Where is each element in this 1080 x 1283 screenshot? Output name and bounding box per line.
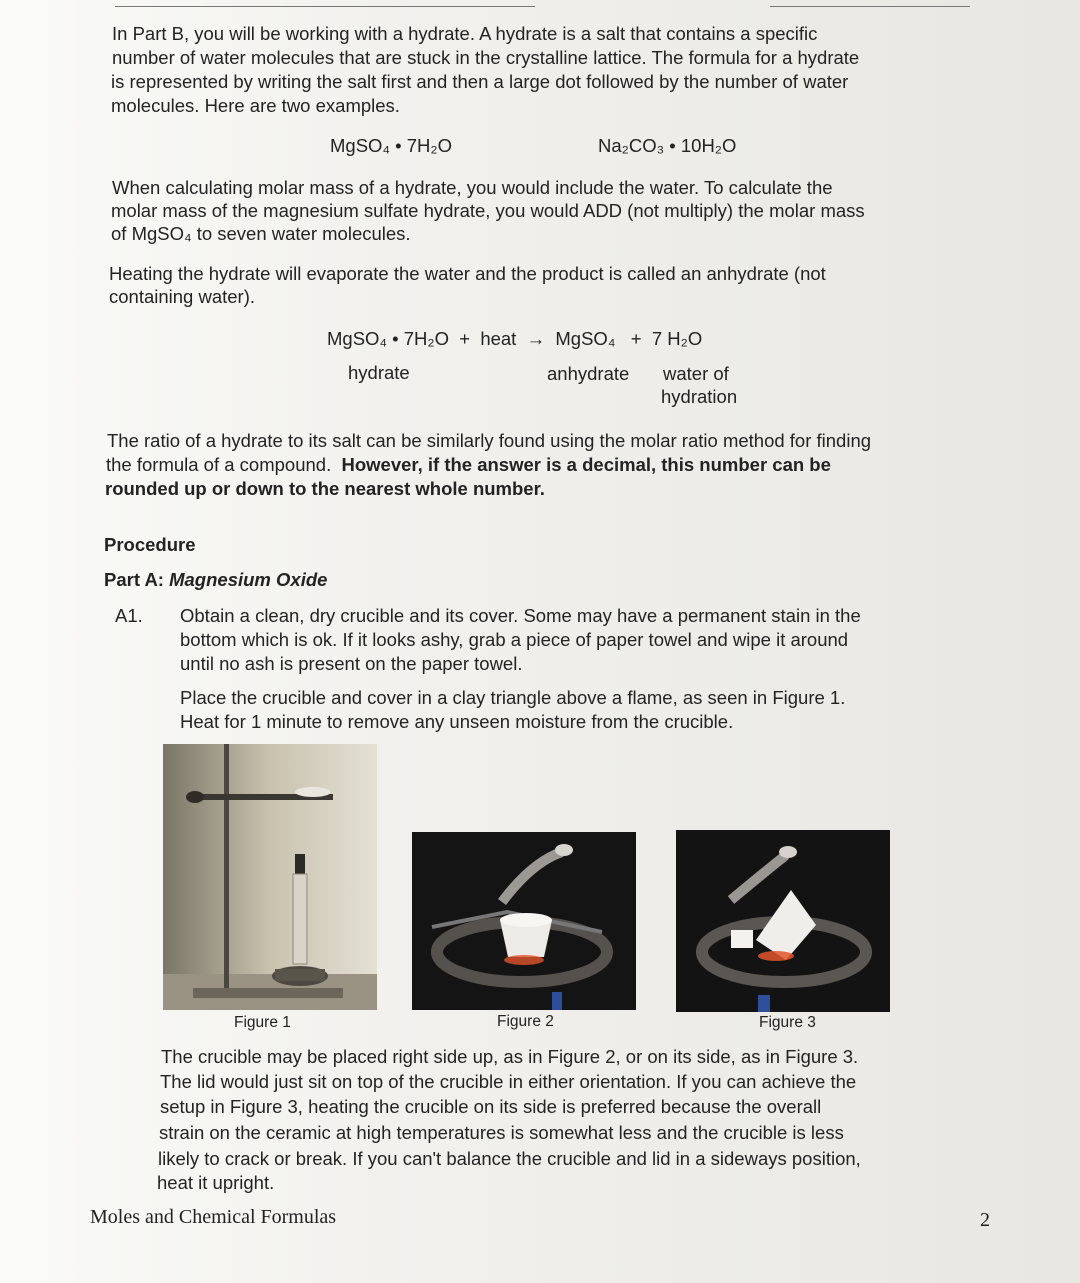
- footer-title: Moles and Chemical Formulas: [90, 1206, 337, 1228]
- molar-line: When calculating molar mass of a hydrate, you would include the water. To calculate the: [112, 177, 833, 198]
- crucible-line: strain on the ceramic at high temperatures is somewhat less and the crucible is less: [159, 1122, 844, 1143]
- step-a1-place-line: Heat for 1 minute to remove any unseen moisture from the crucible.: [180, 711, 734, 732]
- step-a1-line: Obtain a clean, dry crucible and its cover. Some may have a permanent stain in the: [180, 605, 861, 626]
- figure-2-image: [412, 832, 636, 1010]
- dehydration-equation: MgSO₄ • 7H₂O + heat → MgSO₄ + 7 H₂O: [327, 328, 703, 349]
- part-a-prefix: Part A:: [104, 569, 170, 590]
- step-a1-line: until no ash is present on the paper towel.: [180, 653, 523, 674]
- intro-line: In Part B, you will be working with a hydrate. A hydrate is a salt that contains a specific: [112, 23, 818, 44]
- procedure-heading: Procedure: [104, 534, 196, 555]
- intro-line: molecules. Here are two examples.: [111, 95, 400, 116]
- header-rule-right: [770, 6, 970, 7]
- example-formula-na2co3: Na₂CO₃ • 10H₂O: [598, 135, 737, 156]
- part-a-title: Magnesium Oxide: [169, 569, 328, 590]
- ratio-bold-text: However, if the answer is a decimal, this number can be: [341, 454, 831, 475]
- page-number: 2: [980, 1209, 990, 1231]
- equation-label-water: water of: [663, 363, 729, 384]
- equation-label-hydrate: hydrate: [348, 362, 410, 383]
- ring-stand-illustration: [163, 744, 377, 1010]
- figure-1-caption: Figure 1: [234, 1014, 291, 1031]
- crucible-upright-illustration: [412, 832, 636, 1010]
- step-a1-line: bottom which is ok. If it looks ashy, grab a piece of paper towel and wipe it around: [180, 629, 849, 650]
- crucible-line: setup in Figure 3, heating the crucible on its side is preferred because the overall: [160, 1096, 822, 1117]
- example-formula-mgso4: MgSO₄ • 7H₂O: [330, 135, 452, 156]
- crucible-line: The crucible may be placed right side up, as in Figure 2, or on its side, as in Figure 3.: [161, 1046, 859, 1067]
- equation-label-anhydrate: anhydrate: [547, 363, 630, 384]
- figure-2-caption: Figure 2: [497, 1013, 554, 1030]
- figure-3-image: [676, 830, 890, 1012]
- ratio-line: The ratio of a hydrate to its salt can be similarly found using the molar ratio method for finding: [107, 430, 872, 451]
- ratio-bold-line: rounded up or down to the nearest whole number.: [105, 478, 545, 499]
- crucible-sideways-illustration: [676, 830, 890, 1012]
- crucible-line: heat it upright.: [157, 1172, 275, 1193]
- figure-1-image: [163, 744, 377, 1010]
- molar-line: of MgSO₄ to seven water molecules.: [111, 223, 411, 244]
- intro-line: number of water molecules that are stuck in the crystalline lattice. The formula for a hydrate: [112, 47, 860, 68]
- figure-3-caption: Figure 3: [759, 1014, 816, 1031]
- heating-line: Heating the hydrate will evaporate the water and the product is called an anhydrate (not: [109, 263, 826, 284]
- header-rule-left: [115, 6, 535, 7]
- equation-label-hydration: hydration: [661, 386, 738, 407]
- crucible-line: The lid would just sit on top of the crucible in either orientation. If you can achieve the: [160, 1071, 857, 1092]
- intro-line: is represented by writing the salt first and then a large dot followed by the number of water: [111, 71, 849, 92]
- ratio-line: [106, 453, 831, 477]
- heating-line: containing water).: [109, 286, 256, 307]
- ratio-plain-text: the formula of a compound.: [106, 454, 342, 475]
- molar-line: molar mass of the magnesium sulfate hydrate, you would ADD (not multiply) the molar mass: [111, 200, 865, 221]
- part-a-heading: [104, 568, 327, 592]
- crucible-line: likely to crack or break. If you can't balance the crucible and lid in a sideways position,: [158, 1148, 861, 1169]
- step-label-a1: A1.: [115, 605, 143, 626]
- step-a1-place-line: Place the crucible and cover in a clay triangle above a flame, as seen in Figure 1.: [180, 687, 846, 708]
